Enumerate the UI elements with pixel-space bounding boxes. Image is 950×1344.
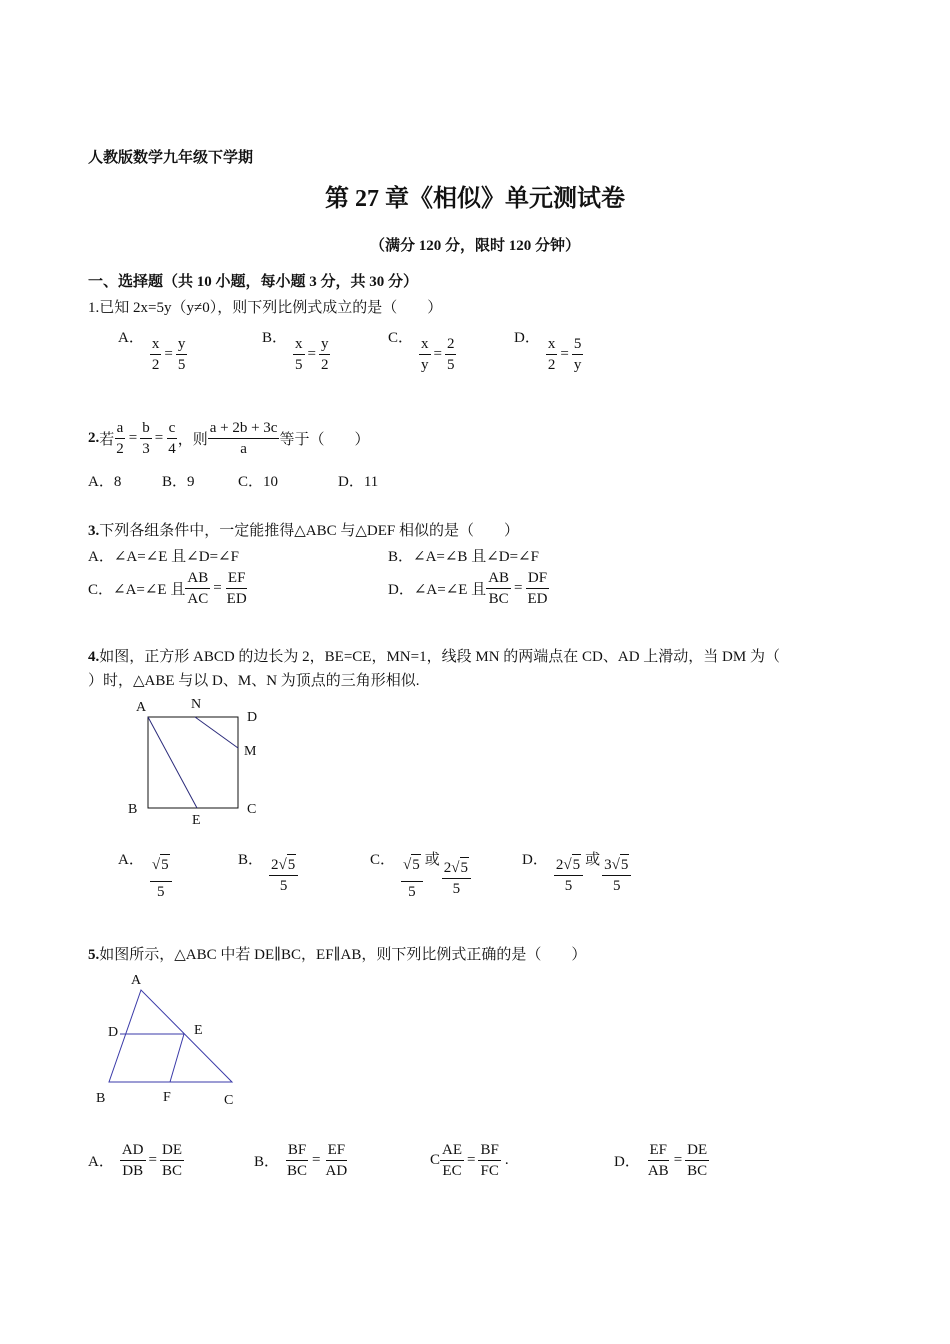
- q5-option-d: D． $\frac{EF}{AB}$ = $\frac{DE}{BC}$: [614, 1142, 708, 1179]
- square-figure: [120, 693, 270, 828]
- segment-ae: [148, 717, 197, 808]
- fraction-denominator: AC: [187, 591, 209, 607]
- fraction-numerator: y: [319, 334, 331, 355]
- label-n: N: [191, 697, 202, 712]
- q3-option-c: C．∠A=∠E 且 $\frac{AB}{AC}$ = $\frac{EF}{ED}$: [88, 570, 247, 607]
- radicand: 5: [160, 854, 170, 875]
- q1-option-c: C． $\frac{x}{y}$ = $\frac{2}{5}$: [388, 326, 456, 375]
- label-f: F: [163, 1090, 171, 1105]
- question-text: 下列各组条件中，一定能推得△ABC 与△DEF 相似的是（ ）: [99, 523, 520, 539]
- fraction-denominator: EC: [442, 1163, 462, 1179]
- label-c: C: [224, 1093, 234, 1108]
- question-2-stem: 2. 若 $\frac{a}{2}$ = $\frac{b}{3}$ = $\frac{c}{4}$ ，则 $\frac{a + 2b + 3c}{a}$ 等于（ ）: [88, 420, 370, 457]
- fraction-numerator: AB: [185, 568, 210, 589]
- fraction-denominator: ED: [226, 591, 247, 607]
- fraction-numerator: c: [167, 418, 178, 439]
- fraction-numerator: x: [419, 334, 431, 355]
- fraction-denominator: BC: [161, 1163, 182, 1179]
- label-e: E: [192, 813, 201, 828]
- fraction-denominator: 2: [116, 441, 124, 457]
- option-label: C: [430, 1152, 441, 1168]
- segment-ef: [170, 1034, 184, 1082]
- q1-option-d: D． $\frac{x}{2}$ = $\frac{5}{y}$: [514, 326, 583, 375]
- fraction-denominator: 5: [408, 884, 416, 900]
- fraction-denominator: 5: [612, 878, 621, 894]
- fraction-denominator: ED: [527, 591, 548, 607]
- label-m: M: [244, 744, 257, 759]
- or-text: 或: [585, 852, 601, 868]
- fraction-numerator: x: [150, 334, 162, 355]
- triangle-abc: [109, 990, 232, 1082]
- fraction-denominator: 2: [547, 357, 556, 373]
- option-label: B．: [254, 1154, 280, 1170]
- q2-option-b: B．9: [162, 474, 195, 490]
- fraction-numerator: a + 2b + 3c: [208, 418, 280, 439]
- radicand: 5: [620, 854, 630, 875]
- label-b: B: [128, 802, 138, 817]
- fraction-numerator: x: [293, 334, 305, 355]
- question-text: 等于（ ）: [279, 432, 370, 448]
- fraction-denominator: y: [573, 357, 582, 373]
- fraction-numerator: AB: [486, 568, 511, 589]
- fraction-denominator: 4: [168, 441, 176, 457]
- q5-option-b: B． $\frac{BF}{BC}$ = $\frac{EF}{AD}$: [254, 1142, 348, 1179]
- q2-option-c: C．10: [238, 474, 279, 490]
- q1-option-a: A． $\frac{x}{2}$ = $\frac{y}{5}$: [118, 326, 187, 375]
- q3-option-a: A．∠A=∠E 且∠D=∠F: [88, 549, 239, 565]
- fraction-denominator: 5: [177, 357, 186, 373]
- coefficient: 2: [271, 857, 279, 873]
- q2-option-d: D．11: [338, 474, 379, 490]
- q4-option-c: C． √ 5 5 或 2 √ 5 5: [370, 848, 471, 902]
- question-number: 4.: [88, 649, 100, 665]
- label-e: E: [194, 1023, 203, 1038]
- option-tail: .: [504, 1152, 509, 1168]
- question-number: 2.: [88, 430, 100, 446]
- fraction-numerator: EF: [226, 568, 248, 589]
- q4-option-b: B． 2 √ 5 5: [238, 848, 298, 896]
- fraction-denominator: 5: [295, 357, 303, 373]
- label-b: B: [96, 1091, 106, 1106]
- option-label: A．: [88, 1154, 114, 1170]
- document-subtitle: 人教版数学九年级下学期: [88, 150, 254, 166]
- fraction-denominator: AB: [647, 1163, 669, 1179]
- q3-option-b: B．∠A=∠B 且∠D=∠F: [388, 549, 539, 565]
- option-label: D．: [522, 852, 548, 868]
- fraction-denominator: 5: [446, 357, 455, 373]
- option-label: D．: [514, 330, 540, 346]
- fraction-numerator: DF: [526, 568, 549, 589]
- q5-option-a: A． $\frac{AD}{DB}$ = $\frac{DE}{BC}$: [88, 1142, 182, 1179]
- option-label: C．: [388, 330, 414, 346]
- fraction-denominator: 3: [142, 441, 150, 457]
- radicand: 5: [287, 854, 297, 875]
- fraction-numerator: 2: [445, 334, 457, 355]
- fraction-denominator: 2: [151, 357, 160, 373]
- fraction-numerator: b: [140, 418, 152, 439]
- option-text: C．∠A=∠E 且: [88, 582, 186, 598]
- option-text: D．∠A=∠E 且: [388, 582, 487, 598]
- fraction-denominator: AD: [325, 1163, 348, 1179]
- label-a: A: [136, 700, 147, 715]
- label-d: D: [108, 1025, 119, 1040]
- fraction-denominator: y: [421, 357, 429, 373]
- q3-option-d: D．∠A=∠E 且 $\frac{AB}{BC}$ = $\frac{DF}{ED}$: [388, 570, 548, 607]
- q4-option-d: D． 2 √ 5 5 或 3 √ 5 5: [522, 848, 631, 896]
- fraction-denominator: FC: [480, 1163, 499, 1179]
- fraction-numerator: y: [176, 334, 188, 355]
- or-text: 或: [424, 852, 440, 868]
- question-1-stem: 1.已知 2x=5y（y≠0），则下列比例式成立的是（ ）: [88, 300, 443, 316]
- fraction-denominator: 5: [279, 878, 288, 894]
- fraction-denominator: 5: [156, 884, 165, 900]
- q2-option-a: A．8: [88, 474, 122, 490]
- triangle-figure: [88, 968, 248, 1110]
- exam-info: （满分 120 分，限时 120 分钟）: [369, 238, 580, 254]
- question-4-stem-line2: ）时，△ABE 与以 D、M、N 为顶点的三角形相似.: [88, 673, 420, 689]
- coefficient: 2: [443, 860, 452, 876]
- option-label: D．: [614, 1154, 640, 1170]
- fraction-denominator: DB: [122, 1163, 144, 1179]
- q1-option-b: B． $\frac{x}{5}$ = $\frac{y}{2}$: [262, 326, 330, 375]
- question-text: ，则: [177, 432, 208, 448]
- question-number: 3.: [88, 523, 100, 539]
- question-text: 如图所示，△ABC 中若 DE∥BC，EF∥AB，则下列比例式正确的是（ ）: [99, 947, 587, 963]
- label-c: C: [247, 802, 257, 817]
- radicand: 5: [572, 854, 582, 875]
- fraction-numerator: AD: [120, 1140, 146, 1161]
- q4-option-a: A． √ 5 5: [118, 848, 172, 902]
- fraction-numerator: DE: [160, 1140, 184, 1161]
- fraction-numerator: x: [546, 334, 558, 355]
- fraction-numerator: EF: [326, 1140, 348, 1161]
- radicand: 5: [460, 857, 470, 878]
- question-3-stem: [88, 519, 519, 540]
- fraction-numerator: AE: [440, 1140, 464, 1161]
- coefficient: 3: [604, 857, 612, 873]
- fraction-denominator: a: [240, 441, 247, 457]
- square-abcd: [148, 717, 238, 808]
- label-d: D: [247, 710, 258, 725]
- section-title: 一、选择题（共 10 小题，每小题 3 分，共 30 分）: [88, 274, 419, 290]
- question-text: 若: [99, 432, 115, 448]
- fraction-numerator: a: [115, 418, 126, 439]
- segment-mn: [195, 717, 238, 748]
- option-label: A．: [118, 330, 144, 346]
- fraction-denominator: 5: [564, 878, 573, 894]
- option-label: B．: [238, 852, 264, 868]
- fraction-denominator: 2: [320, 357, 329, 373]
- fraction-denominator: BC: [687, 1163, 708, 1179]
- fraction-denominator: BC: [488, 591, 509, 607]
- question-text: 如图，正方形 ABCD 的边长为 2，BE=CE，MN=1，线段 MN 的两端点在 CD、AD 上滑动，当 DM 为（: [99, 649, 780, 665]
- fraction-denominator: 5: [452, 881, 461, 897]
- fraction-numerator: EF: [648, 1140, 670, 1161]
- question-number: 5.: [88, 947, 100, 963]
- question-5-stem: [88, 943, 586, 964]
- document-title: 第 27 章《相似》单元测试卷: [325, 186, 625, 212]
- option-label: A．: [118, 852, 144, 868]
- fraction-numerator: BF: [478, 1140, 500, 1161]
- radicand: 5: [411, 854, 421, 875]
- fraction-numerator: BF: [286, 1140, 308, 1161]
- question-4-stem-line1: [88, 645, 780, 666]
- option-label: B．: [262, 330, 288, 346]
- option-label: C．: [370, 852, 396, 868]
- fraction-numerator: DE: [685, 1140, 709, 1161]
- fraction-numerator: 5: [572, 334, 584, 355]
- fraction-denominator: BC: [287, 1163, 308, 1179]
- q5-option-c: C $\frac{AE}{EC}$ = $\frac{BF}{FC}$ .: [430, 1142, 509, 1179]
- label-a: A: [131, 973, 142, 988]
- coefficient: 2: [555, 857, 564, 873]
